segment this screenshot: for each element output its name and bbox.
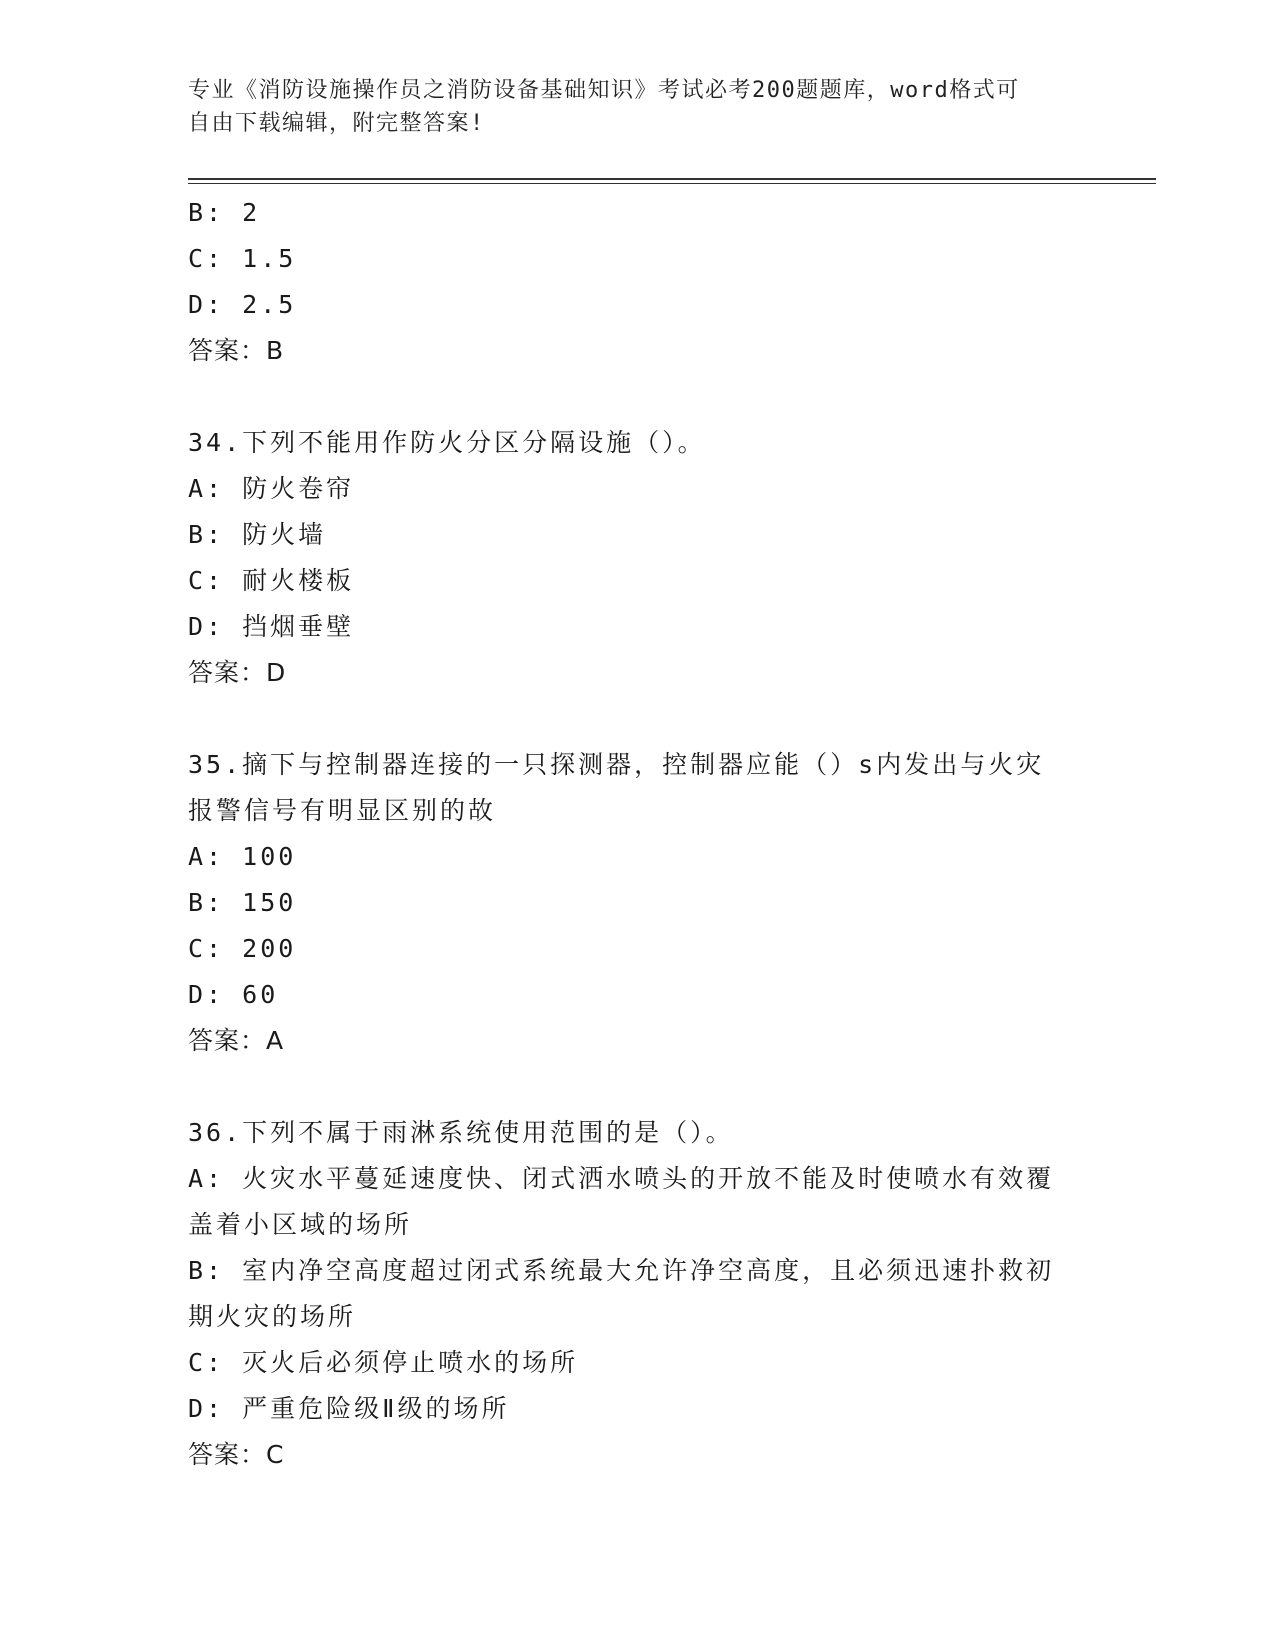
option-c: C: 灭火后必须停止喷水的场所 <box>188 1348 579 1377</box>
option-d: D: 挡烟垂壁 <box>188 612 355 641</box>
option-d: D: 2.5 <box>188 290 297 319</box>
question-stem: 34.下列不能用作防火分区分隔设施（）。 <box>188 428 706 457</box>
question-36 <box>188 1110 1088 1478</box>
question-34 <box>188 420 1088 696</box>
spacer <box>188 696 1088 742</box>
question-stem: 36.下列不属于雨淋系统使用范围的是（）。 <box>188 1118 734 1147</box>
option-c: C: 耐火楼板 <box>188 566 355 595</box>
option-b: B: 2 <box>188 198 261 227</box>
option-a: A: 防火卷帘 <box>188 474 355 503</box>
document-header <box>188 74 1068 140</box>
header-divider-thin <box>188 183 1156 184</box>
option-d: D: 严重危险级Ⅱ级的场所 <box>188 1394 510 1423</box>
option-d: D: 60 <box>188 980 279 1009</box>
option-b: B: 防火墙 <box>188 520 327 549</box>
question-stem-line-1: 35.摘下与控制器连接的一只探测器，控制器应能（）s内发出与火灾 <box>188 750 1045 779</box>
option-b: B: 150 <box>188 888 297 917</box>
answer-line: 答案：B <box>188 336 285 365</box>
question-stem-line-2: 报警信号有明显区别的故 <box>188 796 497 825</box>
option-a <box>188 1156 1088 1248</box>
option-b-line-1: B: 室内净空高度超过闭式系统最大允许净空高度，且必须迅速扑救初 <box>188 1256 1055 1285</box>
spacer <box>188 374 1088 420</box>
question-list <box>188 190 1088 1478</box>
option-b <box>188 1248 1088 1340</box>
option-b-line-2: 期火灾的场所 <box>188 1302 357 1331</box>
header-line-2: 自由下载编辑，附完整答案! <box>188 111 485 136</box>
option-c: C: 200 <box>188 934 297 963</box>
spacer <box>188 1064 1088 1110</box>
option-a-line-2: 盖着小区域的场所 <box>188 1210 413 1239</box>
question-35 <box>188 742 1088 1064</box>
header-line-1: 专业《消防设施操作员之消防设备基础知识》考试必考200题题库，word格式可 <box>188 78 1020 103</box>
question-33-continued <box>188 190 1088 374</box>
option-a-line-1: A: 火灾水平蔓延速度快、闭式洒水喷头的开放不能及时使喷水有效覆 <box>188 1164 1055 1193</box>
option-c: C: 1.5 <box>188 244 297 273</box>
answer-line: 答案：C <box>188 1440 285 1469</box>
answer-line: 答案：D <box>188 658 287 687</box>
answer-line: 答案：A <box>188 1026 285 1055</box>
header-divider-thick <box>188 178 1156 180</box>
option-a: A: 100 <box>188 842 297 871</box>
